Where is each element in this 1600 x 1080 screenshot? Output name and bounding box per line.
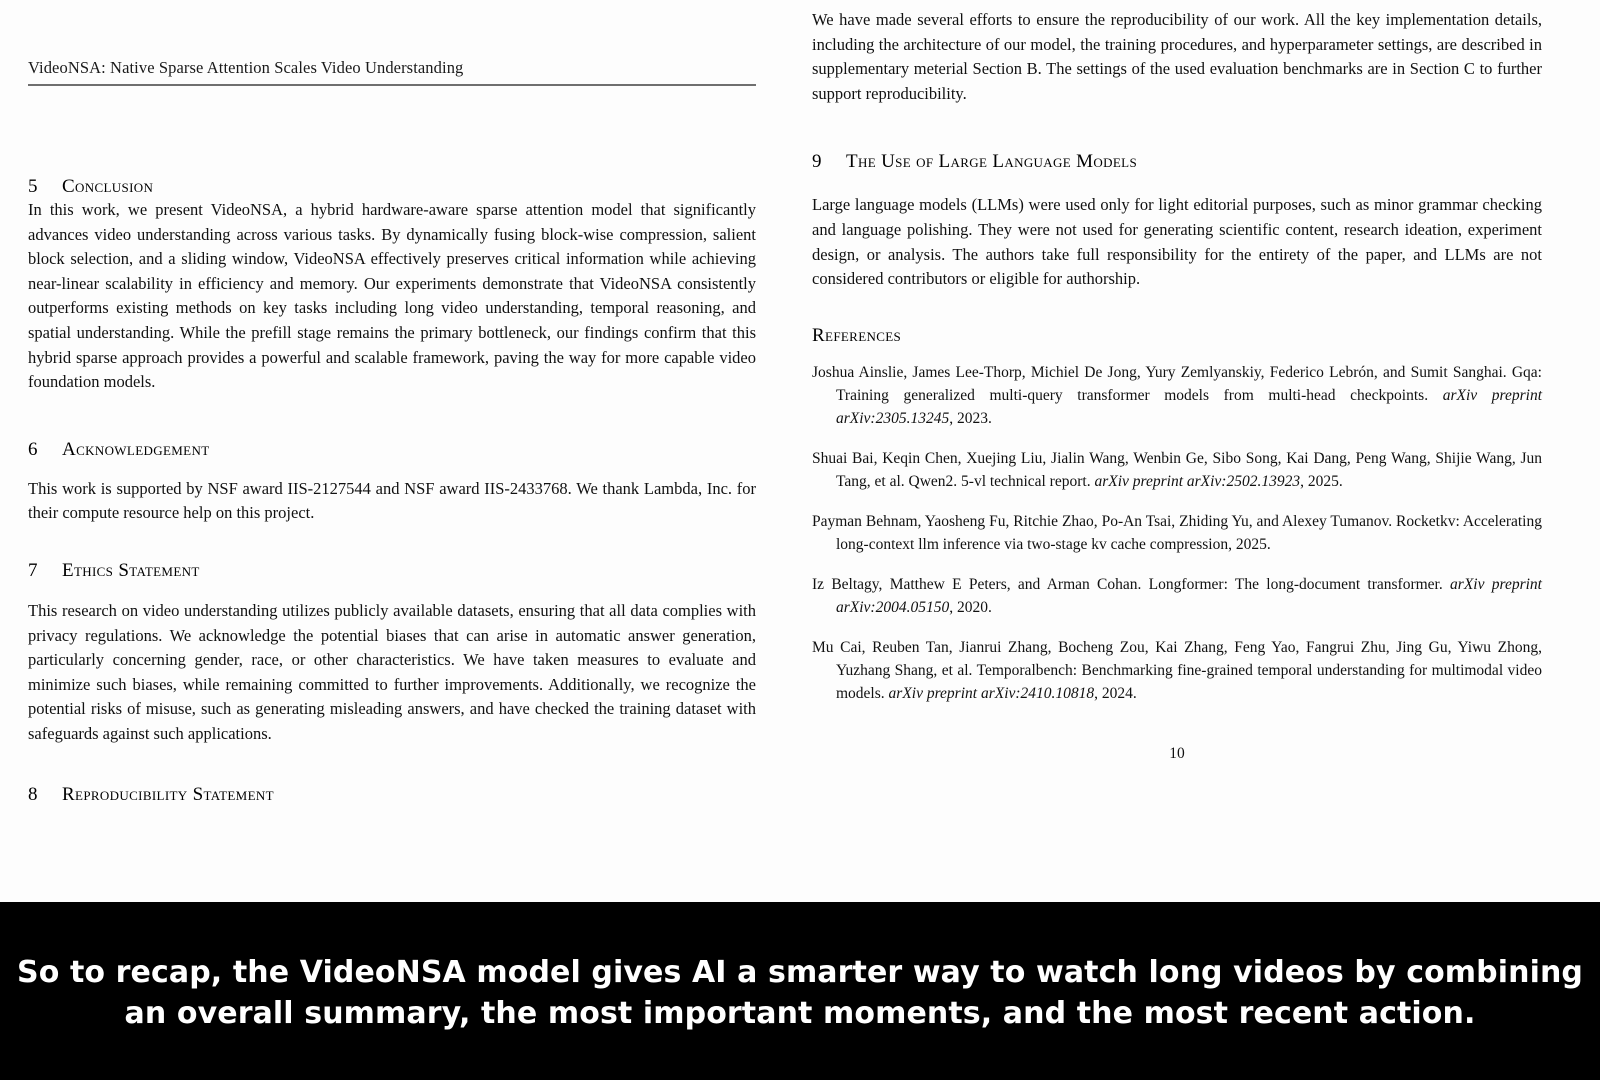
section-title: Conclusion bbox=[62, 176, 154, 197]
section-body-ethics: This research on video understanding utilizes publicly available datasets, ensuring that all data complies with privacy regulations. We acknowledge the potential biases that can arise in automatic answer generation, particularly concerning gender, race, or other characteristics. We have taken measures to evaluate and minimize such biases, while remaining committed to further improvements. Additionally, we recognize the potential risks of misuse, such as generating misleading answers, and have checked the training dataset with safeguards against such applications. bbox=[28, 600, 756, 743]
section-body-conclusion: In this work, we present VideoNSA, a hybrid hardware-aware sparse attention model that significantly advances video understanding across various tasks. By dynamically fusing block-wise compression, salient block selection, and a sliding window, VideoNSA effectively preserves critical information while achieving near-linear scalability in efficiency and memory. Our experiments demonstrate that VideoNSA consistently outperforms existing methods on key tasks including long video understanding, temporal reasoning, and spatial understanding. While the prefill stage remains the primary bottleneck, our findings confirm that this hybrid sparse approach provides a powerful and scalable framework, paving the way for more capable video foundation models. bbox=[28, 200, 756, 392]
left-column bbox=[28, 0, 756, 806]
reference-item bbox=[812, 636, 1542, 705]
reference-text-before: Shuai Bai, Keqin Chen, Xuejing Liu, Jialin Wang, Wenbin Ge, Sibo Song, Kai Dang, Peng Wang, Shijie Wang, Jun Tang, et al. Qwen2. 5-vl technical report. bbox=[812, 449, 1542, 490]
section-heading-acknowledgement bbox=[28, 439, 756, 461]
section-heading-ethics bbox=[28, 560, 756, 582]
section-number: 7 bbox=[28, 559, 38, 581]
section-body-acknowledgement: This work is supported by NSF award IIS-2127544 and NSF award IIS-2433768. We thank Lambda, Inc. for their compute resource help on this project. bbox=[28, 478, 756, 523]
reference-italic: arXiv preprint arXiv:2004.05150 bbox=[836, 575, 1542, 616]
reference-text-before: Iz Beltagy, Matthew E Peters, and Arman Cohan. Longformer: The long-document transformer. bbox=[812, 575, 1451, 593]
references-list bbox=[812, 361, 1542, 705]
references-heading: References bbox=[812, 324, 902, 346]
reference-text-before: Joshua Ainslie, James Lee-Thorp, Michiel De Jong, Yury Zemlyanskiy, Federico Lebrón, and Sumit Sanghai. Gqa: Training generalized multi-query transformer models from multi-head checkpoints. bbox=[812, 363, 1542, 404]
reference-text-after: , 2023. bbox=[949, 409, 992, 427]
continued-paragraph: We have made several efforts to ensure the reproducibility of our work. All the key implementation details, including the architecture of our model, the training procedures, and hyperparameter settings, are described in supplementary meterial Section B. The settings of the used evaluation benchmarks are in Section C to further support reproducibility. bbox=[812, 10, 1542, 103]
section-title: Acknowledgement bbox=[62, 438, 210, 460]
reference-item bbox=[812, 573, 1542, 619]
reference-text-after: , 2025. bbox=[1300, 472, 1343, 490]
section-body-llm-use: Large language models (LLMs) were used only for light editorial purposes, such as minor grammar checking and language polishing. They were not used for generating scientific content, research ideation, experiment design, or analysis. The authors take full responsibility for the entirety of the paper, and LLMs are not considered contributors or eligible for authorship. bbox=[812, 195, 1542, 289]
section-heading-reproducibility bbox=[28, 784, 756, 806]
section-number: 9 bbox=[812, 151, 822, 173]
reference-item bbox=[812, 510, 1542, 556]
reference-text-before: Mu Cai, Reuben Tan, Jianrui Zhang, Bocheng Zou, Kai Zhang, Feng Yao, Fangrui Zhu, Jing Gu, Yiwu Zhong, Yuzhang Shang, et al. Temporalbench: Benchmarking fine-grained temporal understanding for multimodal video models. bbox=[812, 638, 1542, 702]
page-number: 10 bbox=[1169, 744, 1185, 762]
section-heading-llm-use bbox=[812, 151, 1542, 173]
reference-text-before: Payman Behnam, Yaosheng Fu, Ritchie Zhao, Po-An Tsai, Zhiding Yu, and Alexey Tumanov. Rocketkv: Accelerating long-context llm inference via two-stage kv cache compression, 2025. bbox=[812, 512, 1542, 553]
caption-text: So to recap, the VideoNSA model gives AI a smarter way to watch long videos by combining an overall summary, the most important moments, and the most recent action. bbox=[16, 955, 1583, 1031]
reference-text-after: , 2024. bbox=[1094, 684, 1137, 702]
running-head-rule bbox=[28, 84, 756, 86]
reference-item bbox=[812, 447, 1542, 493]
right-column bbox=[812, 0, 1542, 763]
reference-item bbox=[812, 361, 1542, 430]
section-title: The Use of Large Language Models bbox=[846, 151, 1138, 173]
section-number: 5 bbox=[28, 176, 38, 197]
running-head: VideoNSA: Native Sparse Attention Scales Video Understanding bbox=[28, 58, 464, 77]
section-title: Ethics Statement bbox=[62, 559, 200, 581]
reference-italic: arXiv preprint arXiv:2305.13245 bbox=[836, 386, 1542, 427]
section-heading-conclusion bbox=[28, 176, 756, 198]
section-title: Reproducibility Statement bbox=[62, 783, 274, 805]
section-number: 8 bbox=[28, 783, 38, 805]
reference-text-after: , 2020. bbox=[949, 598, 992, 616]
caption-bar bbox=[0, 902, 1600, 1080]
reference-italic: arXiv preprint arXiv:2410.10818 bbox=[888, 684, 1095, 702]
section-number: 6 bbox=[28, 438, 38, 460]
reference-italic: arXiv preprint arXiv:2502.13923 bbox=[1094, 472, 1301, 490]
